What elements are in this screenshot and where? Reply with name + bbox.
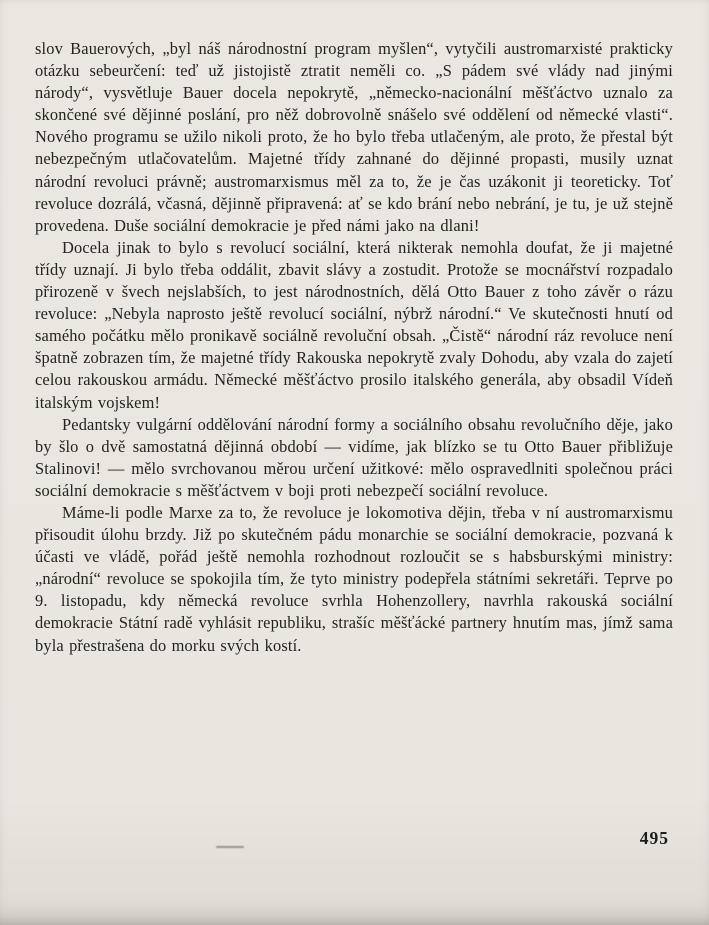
paragraph: slov Bauerových, „byl náš národnostní program myšlen“, vytyčili austromarxisté prakticky otázku sebeurčení: teď už jistojistě ztratit neměli co. „S pádem své vlády nad jinými národy“, vysvětluje Bauer docela nepokrytě, „německo-nacionální měšťáctvo uznalo za skončené své dějinné poslání, pro něž dobrovolně snášelo své oddělení od německé vlasti“. Nového programu se užilo nikoli proto, že ho bylo třeba utlačeným, ale proto, že přestal být nebezpečným utlačovatelům. Majetné třídy zahnané do dějinné propasti, musily uznat národní revoluci právně; austromarxismus měl za to, že je čas uzákonit ji teoreticky. Toť revoluce dozrálá, včasná, dějinně připravená: ať se kdo brání nebo nebrání, je tu, je už stejně provedena. Duše sociální demokracie je před námi jako na dlani! xyxy=(35,39,673,235)
page-number: 495 xyxy=(639,828,669,848)
paragraph: Máme-li podle Marxe za to, že revoluce je lokomotiva dějin, třeba v ní austromarxismu přisoudit úlohu brzdy. Již po skutečném pádu monarchie se sociální demokracie, pozvaná k účasti ve vládě, pořád ještě nemohla rozhodnout rozloučit se s habsburskými ministry: „národní“ revoluce se spokojila tím, že tyto ministry podepřela státními sekretáři. Teprve po 9. listopadu, kdy německá revoluce svrhla Hohenzollery, navrhla rakouská sociální demokracie Státní radě vyhlásit republiku, strašíc měšťácké partnery hnutím mas, jímž sama byla přestrašena do morku svých kostí. xyxy=(35,502,673,655)
paragraph: Pedantsky vulgární oddělování národní formy a sociálního obsahu revolučního děje, jako by šlo o dvě samostatná dějinná období — vidíme, jak blízko se tu Otto Bauer přibližuje Stalinovi! — mělo svrchovanou měrou určení užitkové: mělo ospravedlniti společnou práci sociální demokracie s měšťáctvem v boji proti nebezpečí sociální revoluce. xyxy=(35,414,673,500)
scan-artifact xyxy=(216,846,244,848)
body-text xyxy=(35,38,673,657)
paragraph: Docela jinak to bylo s revolucí sociální, která nikterak nemohla doufat, že ji majetné třídy uznají. Ji bylo třeba oddálit, zbavit slávy a zostudit. Protože se mocnářství rozpadalo přirozeně v švech nejslabších, to jest národnostních, dělá Otto Bauer z toho závěr o rázu revoluce: „Nebyla naprosto ještě revolucí sociální, nýbrž národní.“ Ve skutečnosti hnutí od samého počátku mělo pronikavě sociálně revoluční obsah. „Čistě“ národní ráz revoluce není špatně zobrazen tím, že majetné třídy Rakouska nepokrytě zvaly Dohodu, aby vzala do zajetí celou rakouskou armádu. Německé měšťáctvo prosilo italského generála, aby obsadil Vídeň italským vojskem! xyxy=(35,237,673,412)
